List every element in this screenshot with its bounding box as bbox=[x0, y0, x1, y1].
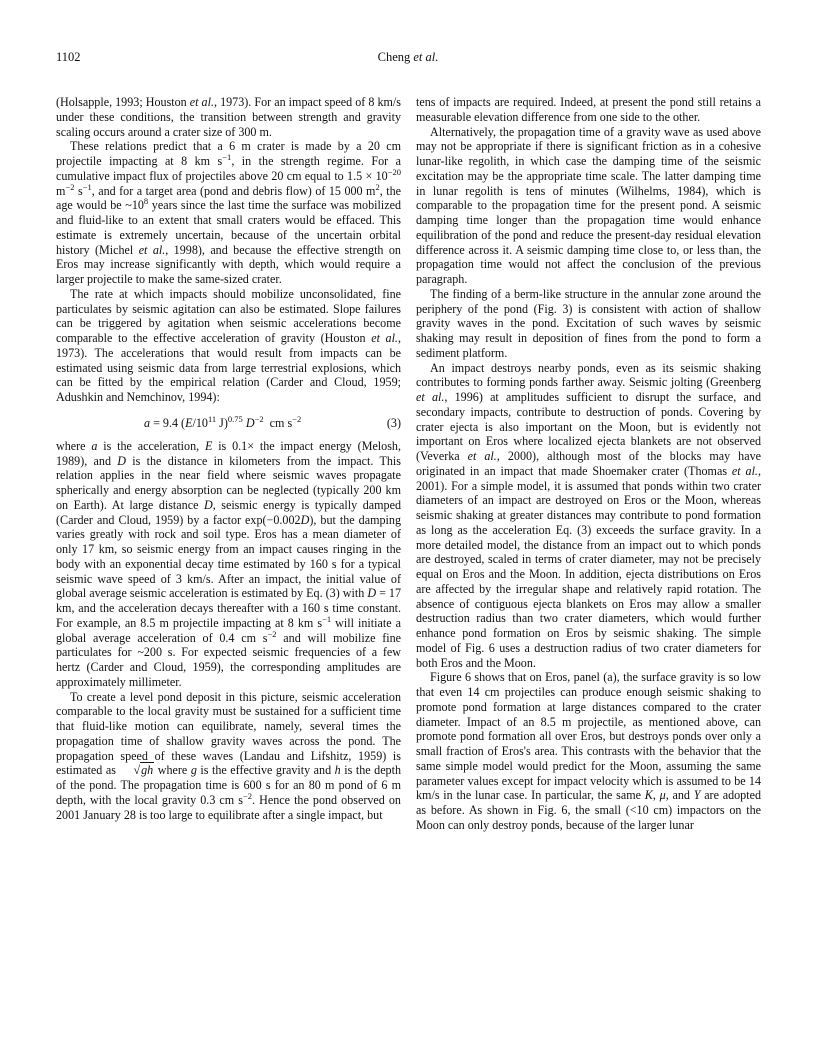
left-paragraph-5: To create a level pond deposit in this picture, seismic acceleration comparable to the local gravity must be sustained for a sufficient time that fluid-like motion can equilibrate, namely, several times the propagation time of shallow gravity waves across the pond. The propagation speed of these waves (Landau and Lifshitz, 1959) is estimated as √gh where g is the effective gravity and h is the depth of the pond. The propagation time is 600 s for an 80 m pond of 6 m depth, with the local gravity 0.3 cm $s^{-2}$. Hence the pond observed on 2001 January 28 is too large to equilibrate after a single impact, but bbox=[56, 689, 402, 822]
equation-3 bbox=[56, 413, 401, 435]
right-paragraph-5: Figure 6 shows that on Eros, panel (a), the surface gravity is so low that even 14 cm projectiles can produce enough seismic shaking to promote pond formation at large distances compared to the crater diameter. Impact of an 8.5 m projectile, as mentioned above, can promote pond formation all over Eros, but destroys ponds over only a small fraction of Eros's area. This contrasts with the behavior that the same simple model would predict for the Moon, assuming the same parameter values except for impact velocity which is assumed to be 14 km/s in the lunar case. In particular, the same K, μ, and Y are adopted as before. As shown in Fig. 6, the small (<10 cm) impactors on the Moon can only destroy ponds, because of the larger lunar bbox=[416, 670, 761, 832]
left-paragraph-4: where a is the acceleration, E is 0.1× the impact energy (Melosh, 1989), and D is the distance in kilometers from the impact. This relation applies in the near field where seismic waves propagate spherically and energy absorption can be neglected (typically 200 km on Earth). At large distance D, seismic energy is typically damped (Carder and Cloud, 1959) by a factor exp(−0.002D), but the damping varies greatly with rock and soil type. Eros has a mean diameter of only 17 km, so seismic energy from an impact causes ringing in the body with an exponential decay time estimated by 160 s for a typical seismic wave speed of 3 km/s. After an impact, the initial value of global average seismic acceleration is estimated by Eq. (3) with D = 17 km, and the acceleration decays thereafter with a 160 s time constant. For example, an 8.5 m projectile impacting at 8 km $s^{-1}$ will initiate a global average acceleration of 0.4 cm $s^{-2}$ and will mobilize fine particulates for ~200 s. For expected seismic frequencies of a few hertz (Carder and Cloud, 1959), the corresponding amplitudes are approximately millimeter. bbox=[56, 438, 402, 689]
page-header bbox=[0, 50, 816, 70]
page-number: 1102 bbox=[56, 50, 81, 64]
left-paragraph-1: (Holsapple, 1993; Houston et al., 1973). For an impact speed of 8 km/s under these conditions, the transition between strength and gravity scaling occurs around a crater size of 300 m. bbox=[56, 95, 401, 139]
running-title: Cheng et al. bbox=[377, 50, 439, 64]
equation-expression: a = 9.4 ($E/10^{11}$ J)$^{0.75}$ $D^{-2}$ cm $s^{-2}$ bbox=[144, 413, 302, 430]
equation-number: (3) bbox=[386, 415, 401, 430]
left-paragraph-2: These relations predict that a 6 m crater is made by a 20 cm projectile impacting at 8 km $s^{-1}$, in the strength regime. For a cumulative impact flux of projectiles above 20 cm equal to $1.5 \times 10^{-20}$ $m^{-2}$ $s^{-1}$, and for a target area (pond and debris flow) of 15 000 $m^2$, the age would be $\sim 10^8$ years since the last time the surface was mobilized and fluid-like to an extent that small craters would be effaced. This estimate is extremely uncertain, because of the uncertain orbital history (Michel et al., 1998), and because the effective strength on Eros may increase significantly with depth, which would require a larger projectile to make the same-sized crater. bbox=[56, 139, 402, 286]
right-paragraph-3: The finding of a berm-like structure in the annular zone around the periphery of the pond (Fig. 3) is consistent with action of shallow gravity waves in the pond. Excitation of such waves by seismic shaking may result in deposition of fines from the pond to form a sediment platform. bbox=[416, 286, 761, 360]
right-paragraph-1: tens of impacts are required. Indeed, at present the pond still retains a measurable elevation difference from one side to the other. bbox=[416, 95, 761, 124]
right-paragraph-4: An impact destroys nearby ponds, even as its seismic shaking contributes to forming ponds farther away. Seismic jolting (Greenberg et al., 1996) at amplitudes sufficient to disrupt the surface, and secondary impacts, contribute to destruction of ponds. Covering by crater ejecta is also important on the Moon, but is evidently not important on Eros where localized ejecta blankets are not observed (Veverka et al., 2000), although most of the blocks may have originated in an impact that made Shoemaker crater (Thomas et al., 2001). For a simple model, it is assumed that ponds within two crater diameters of an impact are destroyed on Eros or the Moon, whereas seismic shaking at greater distances may contribute to pond formation as long as the acceleration Eq. (3) exceeds the surface gravity. In a more detailed model, the distance from an impact out to which ponds are destroyed, scaled in terms of crater diameter, may not be precisely equal on Eros and the Moon. In addition, ejecta distributions on Eros are affected by the irregular shape and relatively rapid rotation. The absence of contiguous ejecta blankets on Eros may allow a smaller destruction radius than two crater diameters, which would further enhance pond formation on Eros by seismic shaking. The simple model of Fig. 6 uses a destruction radius of two crater diameters for both Eros and the Moon. bbox=[416, 360, 762, 670]
right-paragraph-2: Alternatively, the propagation time of a gravity wave as used above may not be appropriate if there is significant friction as in a cohesive lunar-like regolith, in which case the damping time of the seismic excitation may be the appropriate time scale. The latter damping time in lunar regolith is tens of minutes (Wilhelms, 1984), which is comparable to the propagation time for the present pond. A seismic damping time longer than the propagation time would enhance equilibration of the pond and reduce the present-day residual elevation difference across it. A seismic damping time close to, or less than, the propagation time would not affect the conclusion of the previous paragraph. bbox=[416, 124, 761, 286]
left-column bbox=[56, 95, 401, 822]
right-column bbox=[416, 95, 761, 833]
sqrt-gh: √gh bbox=[133, 763, 154, 778]
left-paragraph-3: The rate at which impacts should mobilize unconsolidated, fine particulates by seismic agitation can also be estimated. Slope failures can be triggered by agitation when seismic accelerations become comparable to the effective acceleration of gravity (Houston et al., 1973). The accelerations that would result from impacts can be estimated using seismic data from large terrestrial explosions, which can be fitted by the empirical relation (Carder and Cloud, 1959; Adushkin and Nemchinov, 1994): bbox=[56, 286, 401, 404]
